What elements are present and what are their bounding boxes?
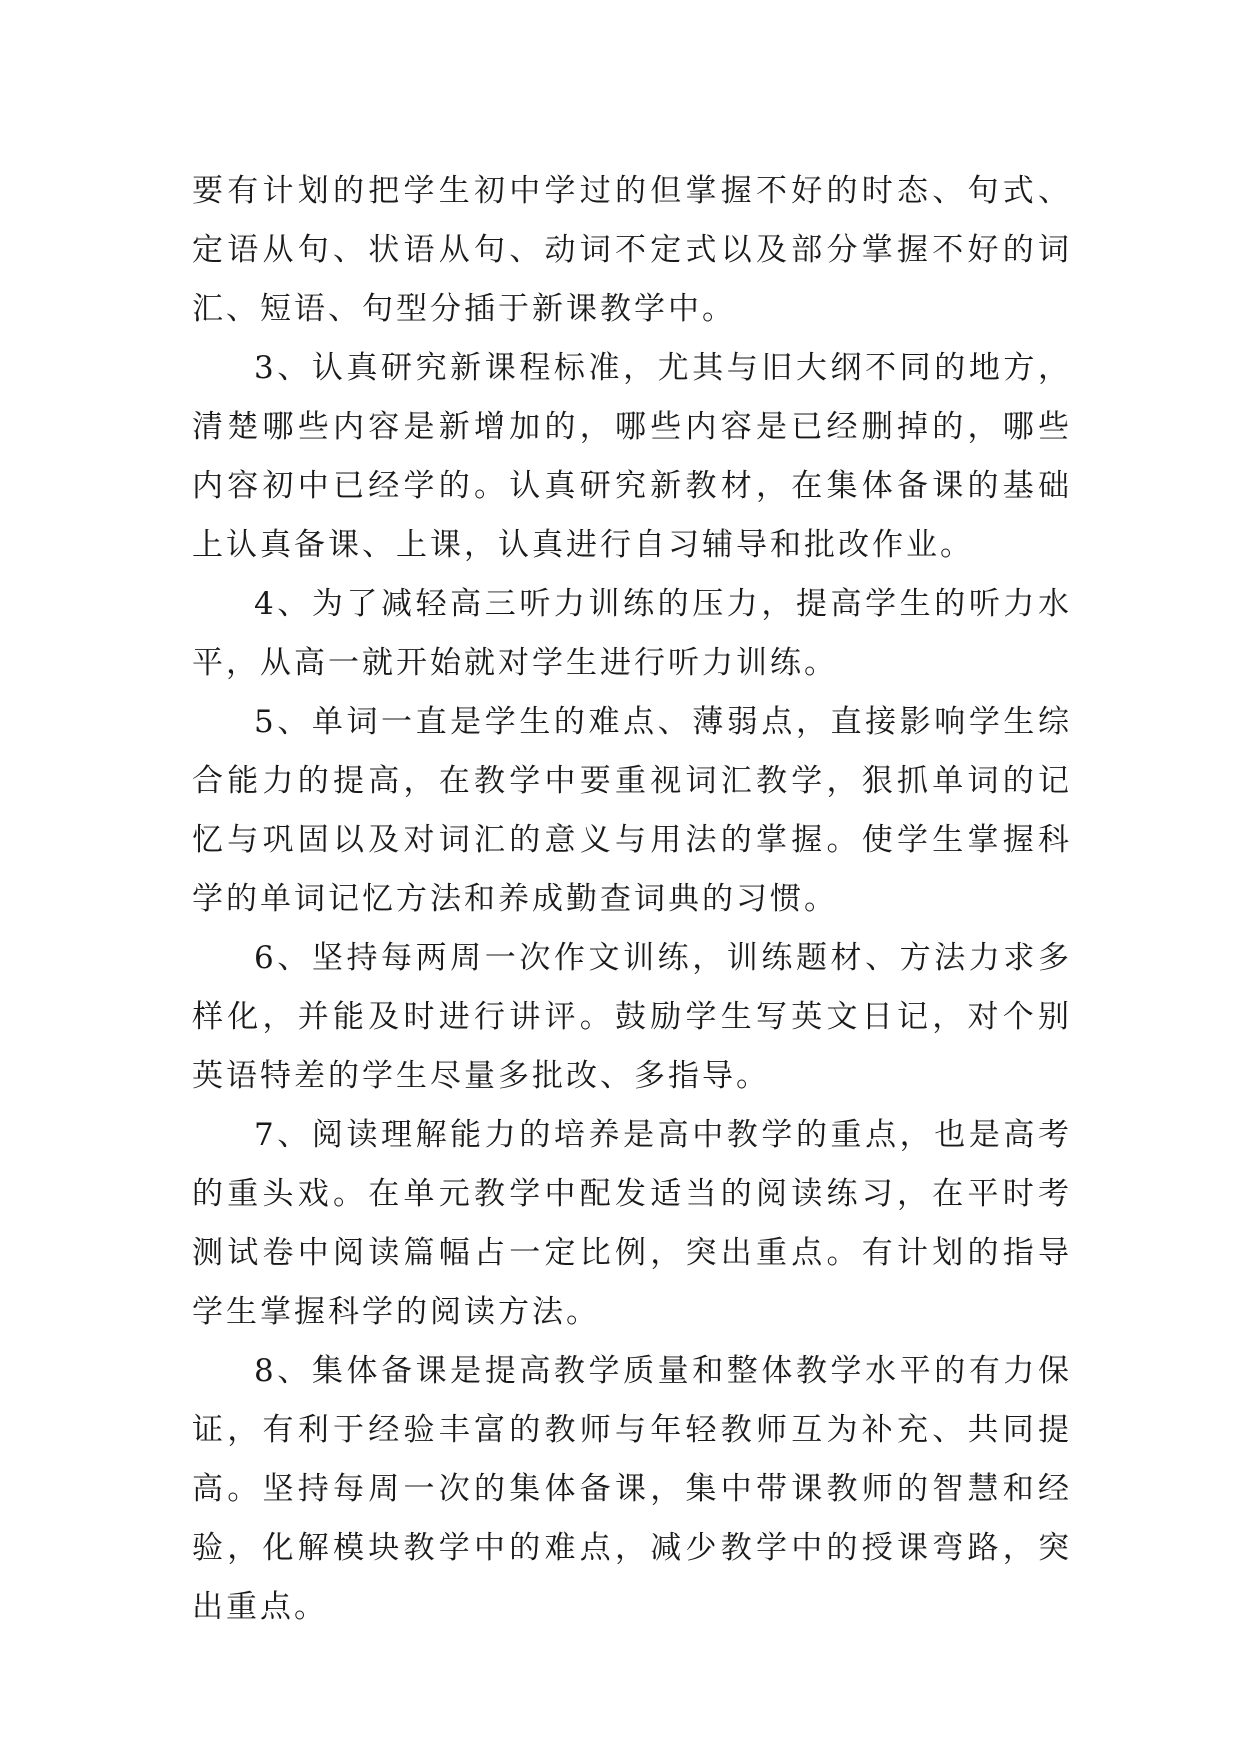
paragraph-item-6: 6、坚持每两周一次作文训练，训练题材、方法力求多样化，并能及时进行讲评。鼓励学生写英文日记，对个别英语特差的学生尽量多批改、多指导。 [192,940,1072,1094]
paragraph-item-3: 3、认真研究新课程标准，尤其与旧大纲不同的地方，清楚哪些内容是新增加的，哪些内容是已经删掉的，哪些内容初中已经学的。认真研究新教材，在集体备课的基础上认真备课、上课，认真进行自习辅导和批改作业。 [192,350,1072,563]
paragraph-item-4: 4、为了减轻高三听力训练的压力，提高学生的听力水平，从高一就开始就对学生进行听力训练。 [192,586,1072,681]
paragraph-continuation: 要有计划的把学生初中学过的但掌握不好的时态、句式、定语从句、状语从句、动词不定式以及部分掌握不好的词汇、短语、句型分插于新课教学中。 [192,173,1072,327]
paragraph-item-7: 7、阅读理解能力的培养是高中教学的重点，也是高考的重头戏。在单元教学中配发适当的阅读练习，在平时考测试卷中阅读篇幅占一定比例，突出重点。有计划的指导学生掌握科学的阅读方法。 [192,1117,1072,1330]
document-body [192,162,1072,1637]
paragraph-item-8: 8、集体备课是提高教学质量和整体教学水平的有力保证，有利于经验丰富的教师与年轻教师互为补充、共同提高。坚持每周一次的集体备课，集中带课教师的智慧和经验，化解模块教学中的难点，减少教学中的授课弯路，突出重点。 [192,1353,1072,1625]
paragraph-item-5: 5、单词一直是学生的难点、薄弱点，直接影响学生综合能力的提高，在教学中要重视词汇教学，狠抓单词的记忆与巩固以及对词汇的意义与用法的掌握。使学生掌握科学的单词记忆方法和养成勤查词典的习惯。 [192,704,1072,917]
